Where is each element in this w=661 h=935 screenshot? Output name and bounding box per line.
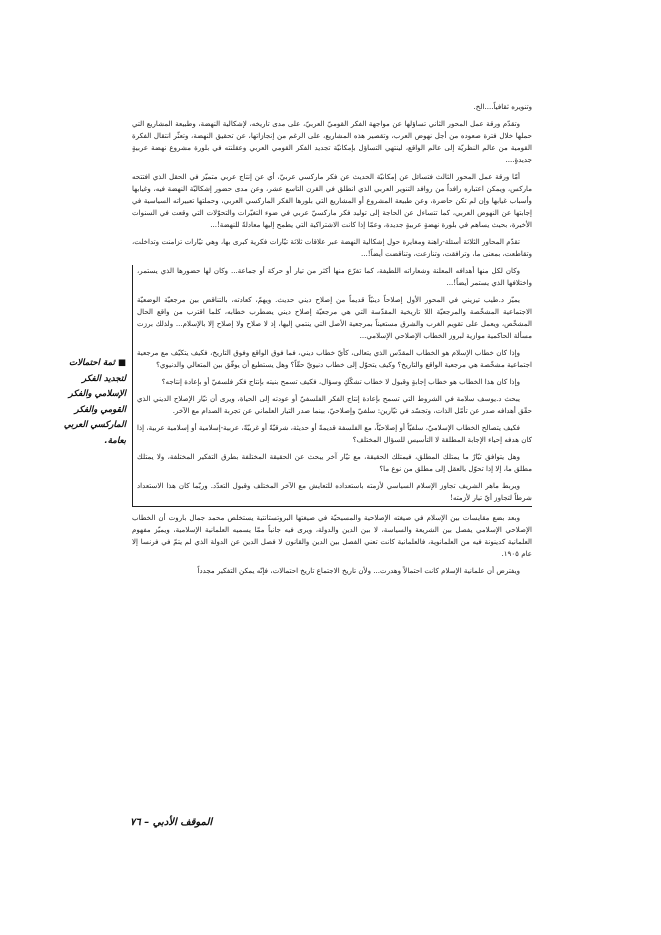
bordered-section xyxy=(132,265,532,507)
square-bullet-icon: ■ xyxy=(117,358,126,368)
article-body xyxy=(132,101,532,582)
paragraph: وتقدّم ورقة عمل المحور الثاني تساؤلها عن مواجهة الفكر القوميّ العربيّ، على مدى تاريخه، لإشكالية النهضة، وطبيعة المشاريع التي حملها خلال فترة صعوده من أجل نهوض العرب، وتقصير هذه المشاريع، على الرغم من إنجازاتها، عن تحقيق النهضة، وتعثّر انتقال الفكرة القومية من عالم النظريّة إلى عالم الواقع، لينتهي التساؤل بإمكانيّة تجديد الفكر القومي العربي وعقلنته في بلورة مشروع نهضة عربيةٍ جديدةٍ.... xyxy=(132,119,532,164)
paragraph: يميّز د.طيب تيزيني في المحور الأول إصلاحاً دينيّاً قديماً من إصلاح ديني حديث. ويهمّ، كعادته، بالتناقض بين مرجعيّة الوضعيّة الاجتماعية المشخّصة والمرجعيّة اللا تاريخية المقدّسة التي هي مرجعيّة إصلاح ديني يضطرب خطابه، كلما اقترب من واقع الحال المشخّص، ويعمل على تقويم الغرب والشرق مستعيناً بمرجعية الأصل التي ينتمي إليها، إذ لا صلاح ولا إصلاح إلا بالإسلام... ولذلك برزت مسألة الحاكمية موازية لبروز الخطاب الإصلاحي الإسلامي... xyxy=(137,295,532,340)
paragraph: وتنويره ثقافياً....الخ. xyxy=(473,102,532,111)
pull-quote xyxy=(4,356,126,449)
page-footer: الموقف الأدبي – ٧٦ xyxy=(130,817,213,828)
pull-quote-line xyxy=(4,356,126,372)
paragraph: فكيف يتصالح الخطاب الإسلاميّ، سلفيّاً أو إصلاحيّاً، مع الفلسفة قديمةً أو حديثة، شرقيّةً أو غربيّةً، عربية-إسلامية أو إسلامية عربية، إذا كان هدفه إحياء الإجابة المطلقة لا التأسيس للسؤال المختلف؟ xyxy=(137,423,532,444)
pull-quote-line: الماركسي العربي xyxy=(63,420,126,430)
pull-quote-line: بعامة. xyxy=(104,435,126,446)
pull-quote-line: القومي والفكر xyxy=(74,404,126,415)
pull-quote-line: الإسلامي والفكر xyxy=(68,389,126,399)
pull-quote-text: ثمة احتمالات xyxy=(69,358,115,368)
paragraph: وهل يتوافق تيّارٌ ما يمتلك المطلق، فيمتلك الحقيقة، مع تيّار آخر يبحث عن الحقيقة المختلفة بطرق التفكير المختلفة، ولا يمتلك مطلق ما، إلا إذا تحوّل بالعقل إلى مطلق من نوع ما؟ xyxy=(137,452,532,473)
paragraph: وكان لكل منها أهدافه المعلنة وشعاراته اللطيفة، كما تفرّع منها أكثر من تيار أو حركة أو جماعة... وكان لها حضورها الذي يستمر، واختلافها الذي يستمر أيضاً!... xyxy=(137,266,532,287)
paragraph: ويفترض أن علمانية الإسلام كانت احتمالاً وهدرت... ولأن تاريخ الاجتماع تاريخ احتمالات، فإنّه يمكن التفكير مجدداً xyxy=(197,566,520,575)
paragraph: يبحث د.يوسف سلامة في الشروط التي تسمح بإعادة إنتاج الفكر الفلسفيّ أو عودته إلى الحياة، ويرى أن تيّار الإصلاح الديني الذي حقّق أهدافه صدر عن تأمّل الذات، وتجسّد في تيّارين: سلفيّ وإصلاحيّ، بينما صدر التيار العلماني عن تجربة الصدام مع الآخر. xyxy=(137,394,532,415)
paragraph: ويربط ماهر الشريف تجاوز الإسلام السياسي لأزمته باستعداده للتعايش مع الآخر المختلف وقبول التعدّد. وربّما كان هذا الاستعداد شرطاً لتجاوز أيّ تيار لأزمته! xyxy=(137,481,532,502)
paragraph: وإذا كان خطاب الإسلام هو الخطاب المقدّس الذي يتعالى، كأيّ خطاب ديني، فما فوق الواقع وفوق التاريخ، فكيف يتكيّف مع مرجعية اجتماعية مشخّصة هي مرجعية الواقع والتاريخ؟ وكيف يتحوّل إلى خطاب دنيويّ حقّاً؟ وهل يستطيع أن يوفّق بين المتعالي والدنيوي؟ xyxy=(137,348,532,369)
paragraph: تقدّم المحاور الثلاثة أسئلة-راهنة ومغايرة حول إشكالية النهضة عبر علاقات ثلاثة تيّارات فكرية كبرى بها، وهي تيّارات تزامنت وتداخلت، وتقاطعت، بمعنى ما، وترافقت، وتنازعت، وتناقضت أيضاً!... xyxy=(132,237,532,258)
paragraph: أمّا ورقة عمل المحور الثالث فتسائل عن إمكانيّة الحديث عن فكر ماركسي عربيّ، أي عن إنتاج عربي متميّز في الحقل الذي افتتحه ماركس، ويمكن اعتباره رافداً من روافد التنوير العربي الذي انطلق في القرن التاسع عشر، وعن مدى حضور إشكاليّة النهضة فيه، وغيابها وأسباب غيابها وإن لم تكن حاضرة، وعن طبيعة المشروع أو المشاريع التي بلورها الفكر الماركسي العربي، وحملتها تعبيراته السياسية في إجابتها عن النهوض العربي، كما تتساءل عن الحاجة إلى توليد فكر ماركسيّ عربي في ضوء التغيّرات والتحوّلات التي وقعت في السنوات الأخيرة، بحيث يساهم في بلورة نهضةٍ عربيةٍ جديدة، وعمّا إذا كانت الاشتراكية التي يطمح إليها معادلةً للنهضة!... xyxy=(132,172,532,229)
pull-quote-line: لتجديد الفكر xyxy=(81,373,126,384)
paragraph: وبعد بضع مقايسات بين الإسلام في صيغته الإصلاحية والمسيحيّة في صيغتها البروتستانتية يستخلص محمد جمال باروت أن الخطاب الإصلاحي الإسلامي يفصل بين الشريعة والسياسة، لا بين الدين والدولة، ويرى فيه جانباً ممّا يسميه العلمانية الإسلامية، ويميّز مفهوم العلمانية كدينونة فيه من العلمانوية، فالعلمانية كانت تعني الفصل بين الدين والقانون لا فصل الدين عن الدولة الذي لم يتمّ في فرنسا إلا عام ١٩٠٥. xyxy=(132,513,532,558)
paragraph: وإذا كان هذا الخطاب هو خطاب إجابةٍ وقبول لا خطاب تشكّكٍ وسؤال، فكيف تسمح بنيته بإنتاج فكر فلسفيّ أو بإعادة إنتاجه؟ xyxy=(161,377,520,386)
